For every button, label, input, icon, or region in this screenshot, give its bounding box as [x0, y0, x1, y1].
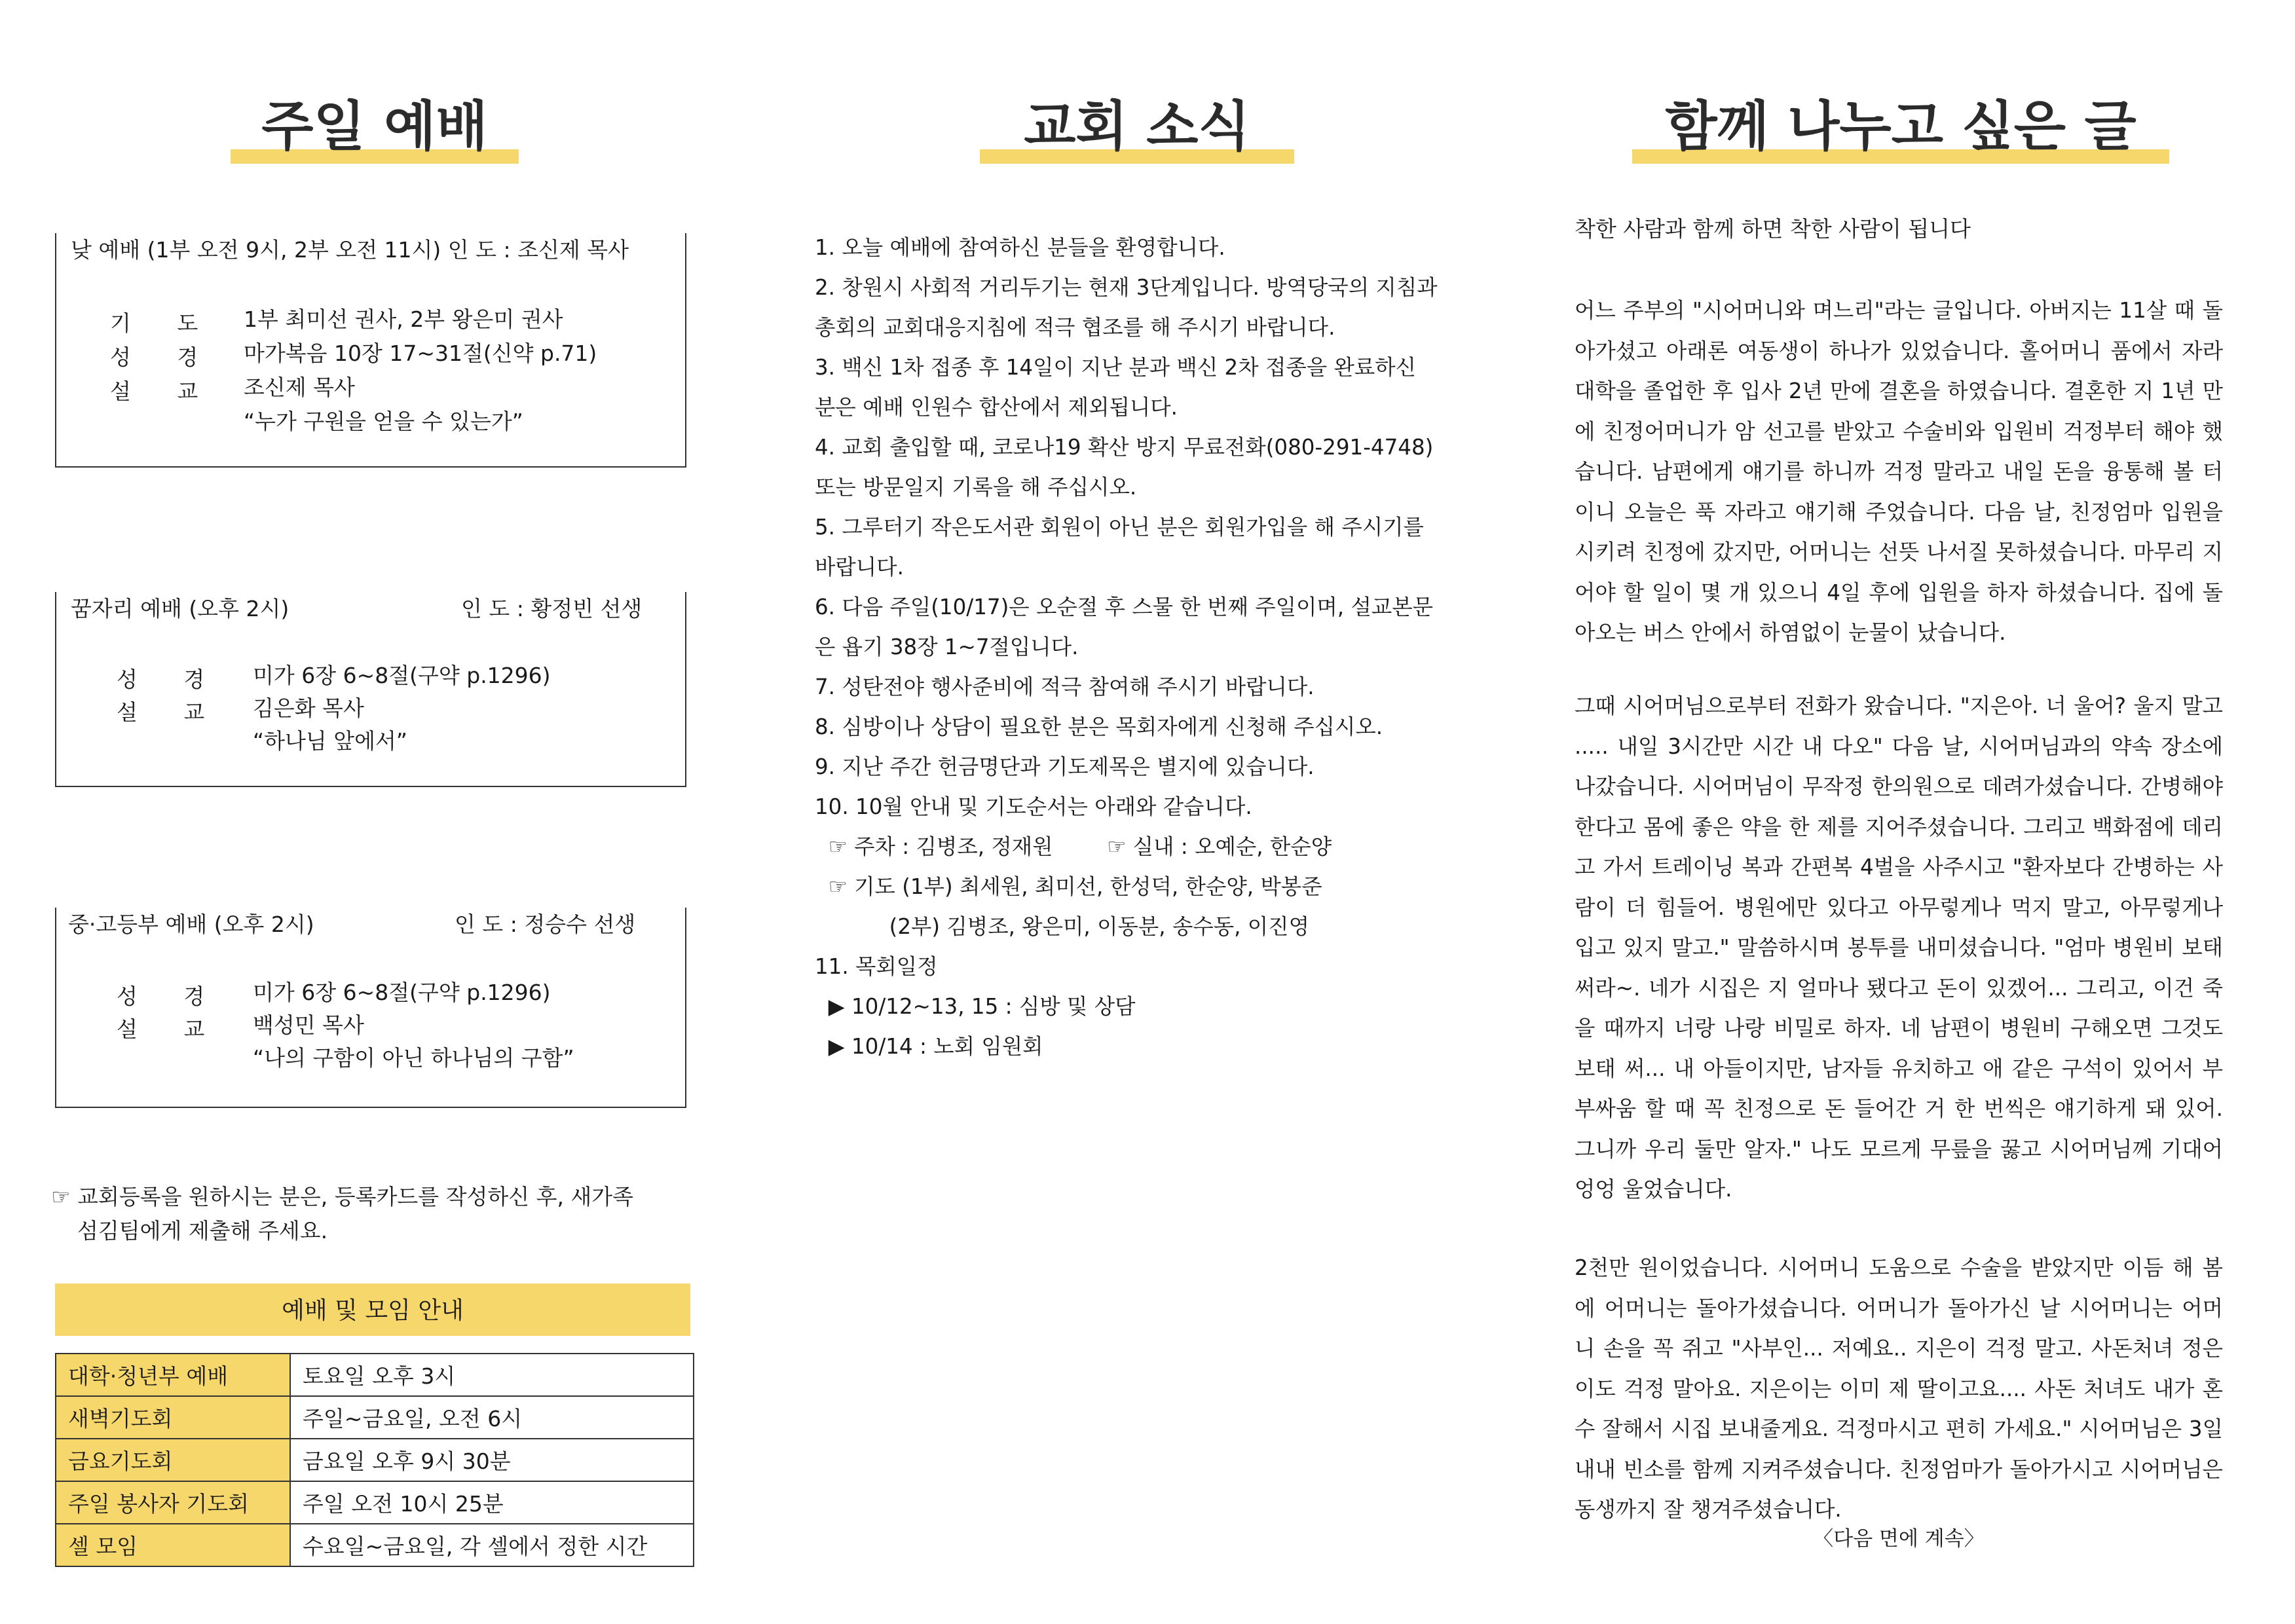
- page-title-shared-writing: 함께 나누고 싶은 글: [1665, 96, 2136, 158]
- row-label: 성 경: [110, 344, 218, 370]
- row-value: 미가 6장 6~8절(구약 p.1296): [253, 980, 551, 1005]
- news-line: 3. 백신 1차 접종 후 14일이 지난 분과 백신 2차 접종을 완료하신: [815, 355, 1417, 380]
- service-heading: 꿈자리 예배 (오후 2시): [71, 596, 289, 621]
- news-line: ▶ 10/14 : 노회 임원회: [815, 1034, 1043, 1059]
- schedule-time: 토요일 오후 3시: [290, 1354, 694, 1396]
- row-label: 성 경: [117, 667, 225, 692]
- row-label: 설 교: [110, 378, 218, 404]
- article-paragraph: 2천만 원이었습니다. 시어머니 도움으로 수술을 받았지만 이듬 해 봄에 어머니는 돌아가셨습니다. 어머니가 돌아가신 날 시어머니는 어머니 손을 꼭 쥐고 "사부인... 저예요.. 지은이 걱정 말고. 사돈처녀 정은이도 걱정 말아요. 지은이는 이미 제 딸이고요.... 사돈 처녀도 내가 혼수 잘해서 시집 보내줄게요. 걱정마시고 편히 가세요." 시어머님은 3일 내내 빈소를 함께 지켜주셨습니다. 친정엄마가 돌아가시고 시어머님은 동생까지 잘 챙겨주셨습니다.: [1575, 1255, 2223, 1522]
- schedule-time: 수요일~금요일, 각 셀에서 정한 시간: [290, 1524, 694, 1566]
- news-line: 5. 그루터기 작은도서관 회원이 아닌 분은 회원가입을 해 주시기를: [815, 515, 1424, 540]
- schedule-time: 주일~금요일, 오전 6시: [290, 1396, 694, 1439]
- row-label: 성 경: [117, 984, 225, 1009]
- registration-note: ☞ 교회등록을 원하시는 분은, 등록카드를 작성하신 후, 새가족: [51, 1184, 634, 1209]
- schedule-name: 금요기도회: [56, 1439, 290, 1481]
- schedule-time: 금요일 오후 9시 30분: [290, 1439, 694, 1481]
- news-line: 10. 10월 안내 및 기도순서는 아래와 같습니다.: [815, 794, 1252, 819]
- news-line: 분은 예배 인원수 합산에서 제외됩니다.: [815, 395, 1178, 420]
- article-paragraph: 그때 시어머님으로부터 전화가 왔습니다. "지은아. 너 울어? 울지 말고 ..... 내일 3시간만 시간 내 다오" 다음 날, 시어머님과의 약속 장소에 나갔습니다. 시어머님이 무작정 한의원으로 데려가셨습니다. 간병해야 한다고 몸에 좋은 약을 한 제를 지어주셨습니다. 그리고 백화점에 데리고 가서 트레이닝 복과 간편복 4벌을 사주시고 "환자보다 간병하는 사람이 더 힘들어. 병원에만 있다고 아무렇게나 먹지 말고, 아무렇게나 입고 있지 말고." 말씀하시며 봉투를 내미셨습니다. "엄마 병원비 보태써라~. 네가 시집은 지 얼마나 됐다고 돈이 있겠어... 그리고, 이건 죽을 때까지 너랑 나랑 비밀로 하자. 네 남편이 병원비 구해오면 그것도 보태 써... 내 아들이지만, 남자들 유치하고 애 같은 구석이 있어서 부부싸움 할 때 꼭 친정으로 돈 들어간 거 한 번씩은 얘기하게 돼 있어. 그니까 우리 둘만 알자." 나도 모르게 무릎을 꿇고 시어머님께 기대어 엉엉 울었습니다.: [1575, 693, 2223, 1202]
- row-label: 기 도: [110, 310, 218, 336]
- schedule-name: 주일 봉사자 기도회: [56, 1481, 290, 1524]
- news-line: 9. 지난 주간 헌금명단과 기도제목은 별지에 있습니다.: [815, 754, 1315, 779]
- news-line: 총회의 교회대응지침에 적극 협조를 해 주시기 바랍니다.: [815, 315, 1335, 340]
- row-value: 1부 최미선 권사, 2부 왕은미 권사: [244, 306, 563, 332]
- news-line: 6. 다음 주일(10/17)은 오순절 후 스물 한 번째 주일이며, 설교본문: [815, 595, 1434, 619]
- registration-note: 섬김팀에게 제출해 주세요.: [77, 1218, 328, 1244]
- news-line: ☞ 기도 (1부) 최세원, 최미선, 한성덕, 한순양, 박봉준: [815, 874, 1322, 899]
- news-line: ☞ 주차 : 김병조, 정재원 ☞ 실내 : 오예순, 한순양: [815, 834, 1332, 859]
- row-label: 설 교: [117, 699, 225, 725]
- table-row: [56, 1439, 694, 1481]
- table-row: [56, 1524, 694, 1566]
- news-line: 은 욥기 38장 1~7절입니다.: [815, 635, 1079, 659]
- service-heading: 중·고등부 예배 (오후 2시): [68, 912, 314, 937]
- continued-note: 〈다음 면에 계속〉: [1813, 1527, 1985, 1551]
- news-line: 4. 교회 출입할 때, 코로나19 확산 방지 무료전화(080-291-4748): [815, 435, 1434, 460]
- row-value: 김은화 목사: [253, 695, 364, 721]
- news-line: 11. 목회일정: [815, 954, 938, 979]
- article-subtitle: 착한 사람과 함께 하면 착한 사람이 됩니다: [1575, 216, 1971, 242]
- sermon-title: “하나님 앞에서”: [253, 728, 407, 754]
- news-line: 2. 창원시 사회적 거리두기는 현재 3단계입니다. 방역당국의 지침과: [815, 275, 1438, 300]
- table-row: [56, 1354, 694, 1396]
- news-line: 또는 방문일지 기록을 해 주십시오.: [815, 475, 1137, 500]
- page-title-sunday-worship: 주일 예배: [261, 96, 488, 158]
- news-line: 1. 오늘 예배에 참여하신 분들을 환영합니다.: [815, 235, 1225, 260]
- schedule-time: 주일 오전 10시 25분: [290, 1481, 694, 1524]
- schedule-table: [55, 1353, 694, 1567]
- sermon-title: “나의 구함이 아닌 하나님의 구함”: [253, 1045, 574, 1071]
- schedule-name: 새벽기도회: [56, 1396, 290, 1439]
- news-line: ▶ 10/12~13, 15 : 심방 및 상담: [815, 994, 1136, 1019]
- schedule-name: 대학·청년부 예배: [56, 1354, 290, 1396]
- schedule-name: 셀 모임: [56, 1524, 290, 1566]
- news-line: (2부) 김병조, 왕은미, 이동분, 송수동, 이진영: [815, 914, 1309, 939]
- schedule-title: 예배 및 모임 안내: [282, 1297, 464, 1324]
- row-value: 마가복음 10장 17~31절(신약 p.71): [244, 341, 597, 366]
- service-leader: 인 도 : 황정빈 선생: [461, 596, 643, 621]
- page-title-church-news: 교회 소식: [1024, 96, 1250, 158]
- news-line: 7. 성탄전야 행사준비에 적극 참여해 주시기 바랍니다.: [815, 674, 1315, 699]
- row-label: 설 교: [117, 1016, 225, 1042]
- table-row: [56, 1396, 694, 1439]
- row-value: 조신제 목사: [244, 375, 355, 400]
- news-line: 8. 심방이나 상담이 필요한 분은 목회자에게 신청해 주십시오.: [815, 714, 1383, 739]
- row-value: 미가 6장 6~8절(구약 p.1296): [253, 663, 551, 688]
- service-heading: 낮 예배 (1부 오전 9시, 2부 오전 11시) 인 도 : 조신제 목사: [71, 237, 629, 263]
- row-value: 백성민 목사: [253, 1012, 364, 1038]
- service-leader: 인 도 : 정승수 선생: [455, 912, 636, 937]
- article-paragraph: 어느 주부의 "시어머니와 며느리"라는 글입니다. 아버지는 11살 때 돌아가셨고 아래론 여동생이 하나가 있었습니다. 홀어머니 품에서 자라 대학을 졸업한 후 입사 2년 만에 결혼을 하였습니다. 결혼한 지 1년 만에 친정어머니가 암 선고를 받았고 수술비와 입원비 걱정부터 해야 했습니다. 남편에게 얘기를 하니까 걱정 말라고 내일 돈을 융통해 볼 터이니 오늘은 푹 자라고 얘기해 주었습니다. 다음 날, 친정엄마 입원을 시키려 친정에 갔지만, 어머니는 선뜻 나서질 못하셨습니다. 마무리 지어야 할 일이 몇 개 있으니 4일 후에 입원을 하자 하셨습니다. 집에 돌아오는 버스 안에서 하염없이 눈물이 났습니다.: [1575, 298, 2223, 645]
- table-row: [56, 1481, 694, 1524]
- news-line: 바랍니다.: [815, 555, 904, 580]
- sermon-title: “누가 구원을 얻을 수 있는가”: [244, 409, 523, 434]
